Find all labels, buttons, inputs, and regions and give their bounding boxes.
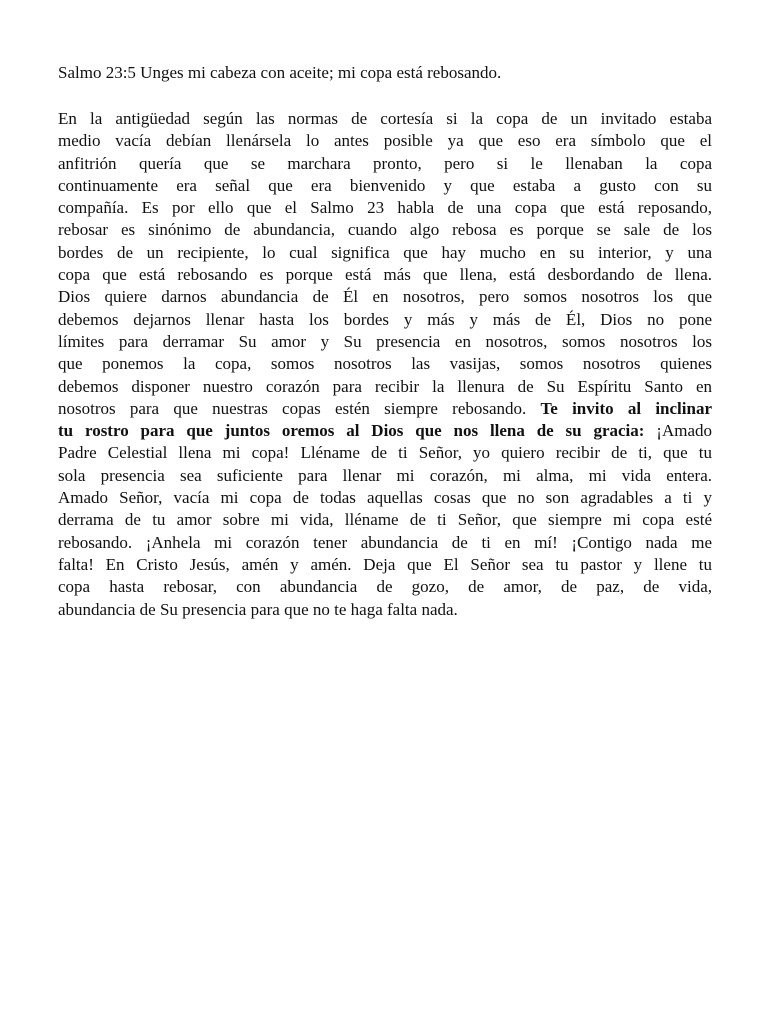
text-line: copa hasta rebosar, con abundancia de gozo, de amor, de paz, de vida, (58, 577, 712, 597)
text-line: derrama de tu amor sobre mi vida, lléname de ti Señor, que siempre mi copa esté (58, 510, 712, 530)
text-line (58, 398, 712, 420)
text-line: sola presencia sea suficiente para llenar mi corazón, mi alma, mi vida entera. (58, 465, 712, 485)
document-body (58, 108, 712, 621)
document-title: Salmo 23:5 Unges mi cabeza con aceite; mi copa está rebosando. (58, 63, 502, 82)
text-line: bordes de un recipiente, lo cual significa que hay mucho en su interior, y una (58, 242, 712, 262)
text-line (58, 420, 712, 442)
bold-text-run: tu rostro para que juntos oremos al Dios que nos llena de su gracia: (58, 421, 645, 441)
text-run: nosotros para que nuestras copas estén siempre rebosando. (58, 398, 541, 418)
text-line: debemos disponer nuestro corazón para recibir la llenura de Su Espíritu Santo en (58, 376, 712, 396)
text-line: límites para derramar Su amor y Su presencia en nosotros, somos nosotros los (58, 331, 712, 351)
text-line: compañía. Es por ello que el Salmo 23 habla de una copa que está reposando, (58, 198, 712, 218)
text-line: En la antigüedad según las normas de cortesía si la copa de un invitado estaba (58, 109, 712, 128)
text-line: Amado Señor, vacía mi copa de todas aquellas cosas que no son agradables a ti y (58, 488, 712, 508)
text-line: falta! En Cristo Jesús, amén y amén. Deja que El Señor sea tu pastor y llene tu (58, 554, 712, 574)
text-line: Dios quiere darnos abundancia de Él en nosotros, pero somos nosotros los que (58, 287, 712, 307)
text-line: abundancia de Su presencia para que no te haga falta nada. (58, 599, 458, 619)
text-line: anfitrión quería que se marchara pronto, pero si le llenaban la copa (58, 153, 712, 173)
text-line: que ponemos la copa, somos nosotros las vasijas, somos nosotros quienes (58, 354, 712, 374)
text-line: medio vacía debían llenársela lo antes posible ya que eso era símbolo que el (58, 131, 712, 151)
text-line: debemos dejarnos llenar hasta los bordes y más y más de Él, Dios no pone (58, 309, 712, 329)
text-run: ¡Amado (644, 421, 712, 441)
bold-text-run: Te invito al inclinar (540, 398, 712, 418)
text-line: rebosando. ¡Anhela mi corazón tener abundancia de ti en mí! ¡Contigo nada me (58, 532, 712, 552)
text-line: rebosar es sinónimo de abundancia, cuando algo rebosa es porque se sale de los (58, 220, 712, 240)
text-line: copa que está rebosando es porque está más que llena, está desbordando de llena. (58, 265, 712, 285)
text-line: Padre Celestial llena mi copa! Lléname de ti Señor, yo quiero recibir de ti, que tu (58, 443, 712, 463)
text-line: continuamente era señal que era bienvenido y que estaba a gusto con su (58, 175, 712, 195)
